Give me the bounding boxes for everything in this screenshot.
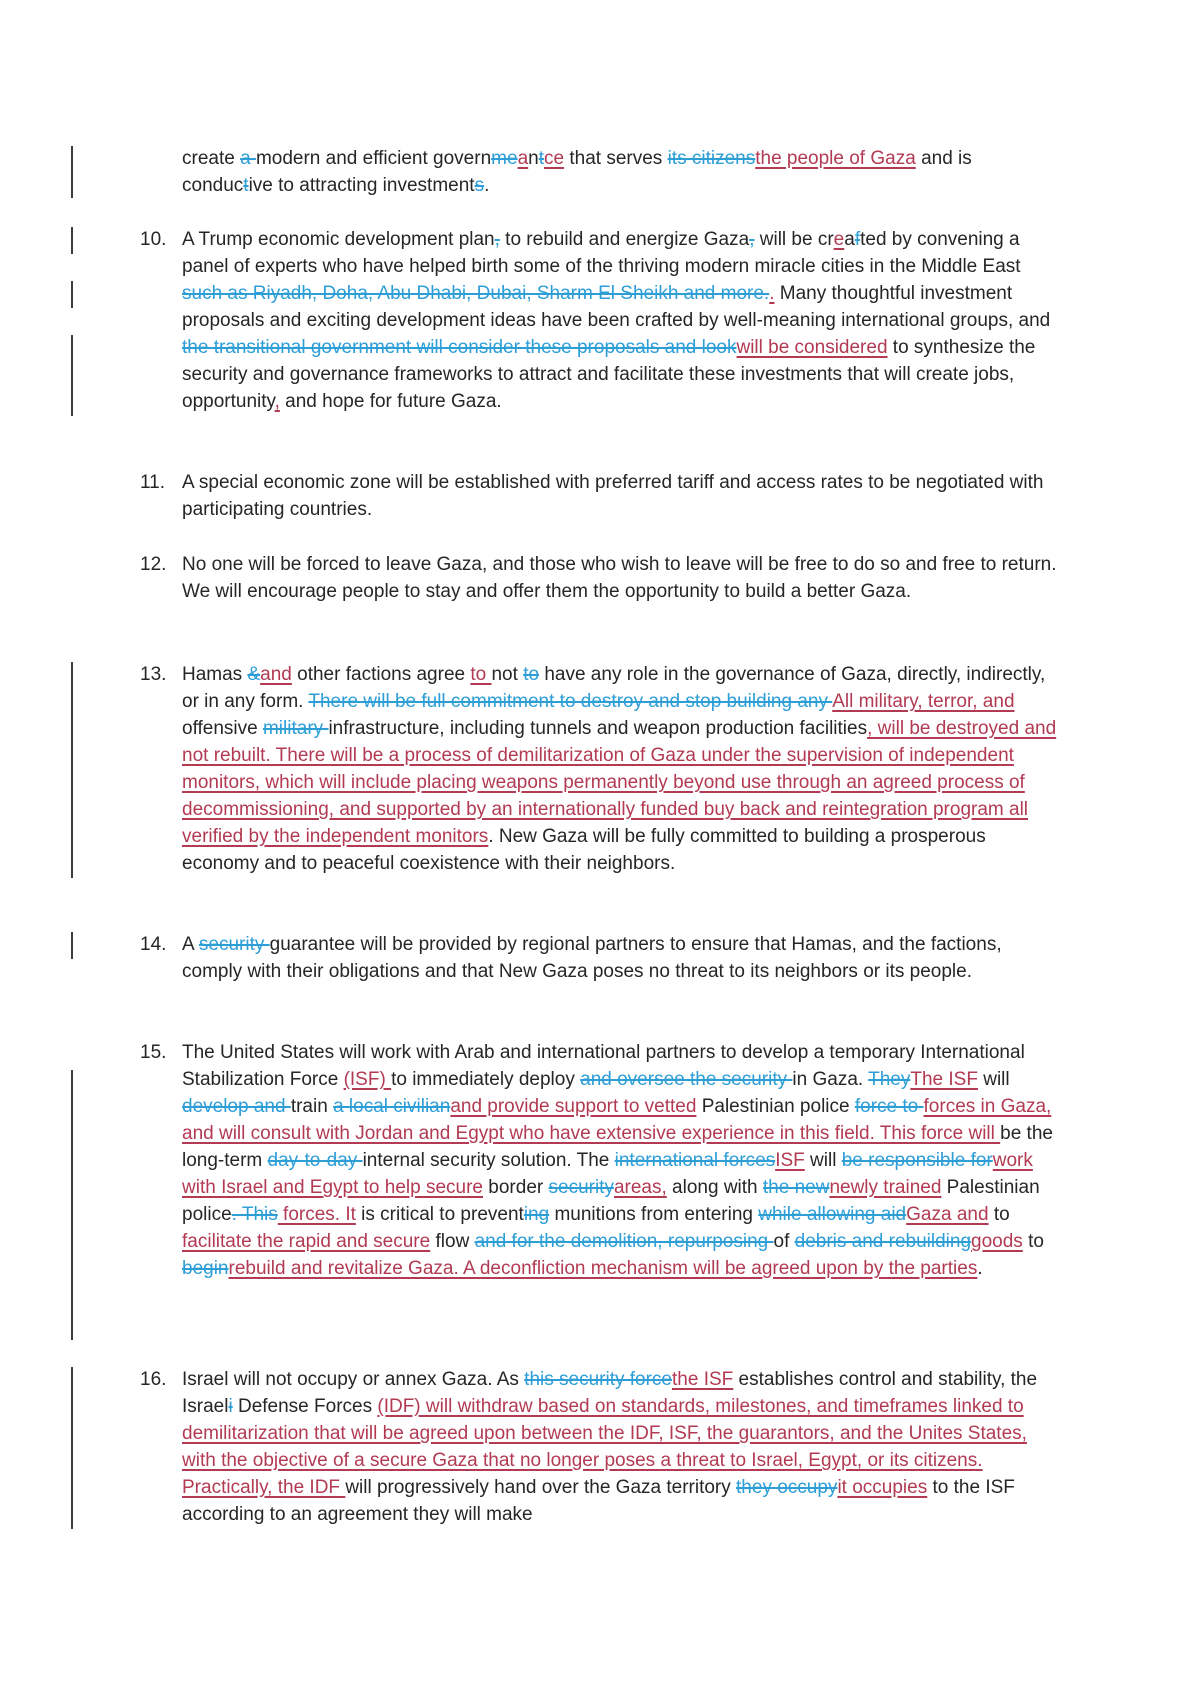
deleted-text: military bbox=[262, 718, 329, 739]
deleted-text: f bbox=[854, 229, 861, 250]
text-run: not bbox=[491, 664, 524, 685]
deleted-text: to bbox=[523, 664, 540, 685]
list-number-16: 16. bbox=[140, 1369, 167, 1390]
inserted-text: goods bbox=[971, 1231, 1023, 1252]
inserted-text: rebuild and revitalize Gaza. A deconfliction mechanism will be agreed upon by the parties bbox=[228, 1258, 978, 1279]
change-bar bbox=[71, 662, 73, 878]
text-run: that serves bbox=[564, 148, 668, 169]
inserted-text: newly trained bbox=[829, 1177, 942, 1198]
inserted-text: forces in Gaza, and will consult with Jordan and Egypt who have extensive experience in this field. This force will bbox=[182, 1096, 1052, 1144]
text-run: to bbox=[988, 1204, 1010, 1225]
inserted-text: (ISF) bbox=[343, 1069, 392, 1090]
inserted-text: it occupies bbox=[837, 1477, 928, 1498]
inserted-text: Gaza and bbox=[906, 1204, 989, 1225]
deleted-text: international forces bbox=[614, 1150, 776, 1171]
change-bar bbox=[71, 932, 73, 959]
deleted-text: , bbox=[494, 229, 500, 250]
text-run: will bbox=[804, 1150, 842, 1171]
text-run: internal security solution. The bbox=[362, 1150, 615, 1171]
list-number-14: 14. bbox=[140, 934, 167, 955]
deleted-text: security bbox=[198, 934, 270, 955]
text-run: other factions agree bbox=[291, 664, 471, 685]
deleted-text: They bbox=[868, 1069, 911, 1090]
deleted-text: There will be full commitment to destroy and stop building any bbox=[308, 691, 833, 712]
text-run: ted by convening a panel of experts who have helped birth some of the thriving modern miracle cities in the Middle East bbox=[182, 229, 1021, 277]
text-run: Many thoughtful investment proposals and exciting development ideas have been crafted by well-meaning international groups, and bbox=[182, 283, 1051, 331]
inserted-text: will be considered bbox=[736, 337, 888, 358]
text-run: and hope for future Gaza. bbox=[279, 391, 502, 412]
inserted-text: work with Israel and Egypt to help secure bbox=[182, 1150, 1033, 1198]
text-run: No one will be forced to leave Gaza, and those who wish to leave will be free to do so and free to return. We will encourage people to stay and offer them the opportunity to build a better Gaza. bbox=[182, 554, 1057, 602]
change-bar bbox=[71, 1070, 73, 1340]
deleted-text: the transitional government will consider these proposals and look bbox=[182, 337, 737, 358]
text-run: The United States will work with Arab and international partners to develop a temporary International Stabilization Force bbox=[182, 1042, 1025, 1090]
inserted-text: the ISF bbox=[672, 1369, 734, 1390]
text-run: to bbox=[1022, 1231, 1044, 1252]
change-bar bbox=[71, 1367, 73, 1529]
list-item-12 bbox=[140, 551, 1062, 605]
text-run: have any role in the governance of Gaza, directly, indirectly, or in any form. bbox=[182, 664, 1046, 712]
list-item-10 bbox=[140, 226, 1062, 415]
deleted-text: t bbox=[538, 148, 544, 169]
list-number-11: 11. bbox=[140, 472, 166, 493]
text-run: establishes control and stability, the Israel bbox=[182, 1369, 1038, 1417]
change-bar bbox=[71, 335, 73, 416]
inserted-text: e bbox=[833, 229, 845, 250]
text-run: Israel will not occupy or annex Gaza. As bbox=[182, 1369, 525, 1390]
text-run: to the ISF according to an agreement they will make bbox=[182, 1477, 1015, 1525]
text-run: border bbox=[483, 1177, 549, 1198]
change-bar bbox=[71, 281, 73, 308]
deleted-text: s bbox=[474, 175, 485, 196]
list-number-12: 12. bbox=[140, 554, 167, 575]
text-run: to synthesize the security and governance frameworks to attract and facilitate these investments that will create jobs, opportunity bbox=[182, 337, 1036, 412]
deleted-text: the new bbox=[762, 1177, 830, 1198]
deleted-text: me bbox=[491, 148, 518, 169]
text-run: A special economic zone will be established with preferred tariff and access rates to be negotiated with participating countries. bbox=[182, 472, 1044, 520]
deleted-text: security bbox=[548, 1177, 614, 1198]
list-item-11 bbox=[140, 469, 1062, 523]
inserted-text: . bbox=[769, 283, 775, 304]
text-run: of bbox=[773, 1231, 795, 1252]
text-run: train bbox=[290, 1096, 334, 1117]
text-run: modern and efficient govern bbox=[255, 148, 492, 169]
text-run: munitions from entering bbox=[549, 1204, 759, 1225]
deleted-text: , bbox=[749, 229, 755, 250]
inserted-text: ISF bbox=[775, 1150, 805, 1171]
deleted-text: i bbox=[228, 1396, 233, 1417]
deleted-text: t bbox=[243, 175, 249, 196]
text-run: Palestinian police bbox=[182, 1177, 1040, 1225]
deleted-text: ing bbox=[523, 1204, 550, 1225]
list-number-15: 15. bbox=[140, 1042, 167, 1063]
inserted-text: and bbox=[260, 664, 292, 685]
deleted-text: day-to-day bbox=[267, 1150, 363, 1171]
text-run: create bbox=[182, 148, 241, 169]
deleted-text: debris and rebuilding bbox=[794, 1231, 972, 1252]
text-run: is critical to prevent bbox=[355, 1204, 524, 1225]
text-run: A Trump economic development plan bbox=[182, 229, 495, 250]
deleted-text: begin bbox=[182, 1258, 229, 1279]
text-run: infrastructure, including tunnels and weapon production facilities bbox=[328, 718, 868, 739]
text-run: Defense Forces bbox=[232, 1396, 378, 1417]
list-item-13 bbox=[140, 661, 1062, 877]
inserted-text: All military, terror, and bbox=[832, 691, 1015, 712]
inserted-text: to bbox=[470, 664, 492, 685]
deleted-text: a bbox=[240, 148, 256, 169]
list-item-16 bbox=[140, 1366, 1062, 1528]
inserted-text: areas, bbox=[613, 1177, 667, 1198]
deleted-text: and oversee the security bbox=[580, 1069, 793, 1090]
list-number-13: 13. bbox=[140, 664, 167, 685]
inserted-text: and provide support to vetted bbox=[450, 1096, 697, 1117]
deleted-text: a local civilian bbox=[333, 1096, 451, 1117]
text-run: n bbox=[528, 148, 539, 169]
text-run: a bbox=[844, 229, 855, 250]
text-run: Palestinian police bbox=[696, 1096, 855, 1117]
deleted-text: develop and bbox=[182, 1096, 291, 1117]
text-run: . bbox=[977, 1258, 983, 1279]
text-run: and is conduc bbox=[182, 148, 972, 196]
deleted-text: its citizens bbox=[667, 148, 756, 169]
text-run: guarantee will be provided by regional partners to ensure that Hamas, and the factions, comply with their obligations and that New Gaza poses no threat to its neighbors or its people. bbox=[182, 934, 1002, 982]
text-run: A bbox=[182, 934, 199, 955]
text-run: to rebuild and energize Gaza bbox=[499, 229, 750, 250]
text-run: will bbox=[977, 1069, 1010, 1090]
list-item-14 bbox=[140, 931, 1062, 985]
list-item-15 bbox=[140, 1039, 1062, 1282]
change-bar bbox=[71, 146, 73, 198]
inserted-text: , bbox=[274, 391, 280, 412]
text-run: along with bbox=[666, 1177, 763, 1198]
inserted-text: The ISF bbox=[910, 1069, 978, 1090]
text-run: Hamas bbox=[182, 664, 248, 685]
deleted-text: and for the demolition, repurposing bbox=[474, 1231, 774, 1252]
deleted-text: be responsible for bbox=[841, 1150, 993, 1171]
change-bar bbox=[71, 227, 73, 254]
list-number-10: 10. bbox=[140, 229, 167, 250]
inserted-text: a bbox=[517, 148, 529, 169]
text-run: offensive bbox=[182, 718, 263, 739]
inserted-text: ce bbox=[544, 148, 565, 169]
paragraph-9-continuation bbox=[182, 145, 1062, 199]
deleted-text: they occupy bbox=[736, 1477, 838, 1498]
deleted-text: . This bbox=[231, 1204, 278, 1225]
inserted-text: forces. It bbox=[277, 1204, 356, 1225]
deleted-text: such as Riyadh, Doha, Abu Dhabi, Dubai, Sharm El Sheikh and more. bbox=[182, 283, 770, 304]
inserted-text: the people of Gaza bbox=[755, 148, 916, 169]
text-run: will be cr bbox=[754, 229, 834, 250]
deleted-text: while allowing aid bbox=[758, 1204, 907, 1225]
text-run: will progressively hand over the Gaza territory bbox=[345, 1477, 737, 1498]
inserted-text: , will be destroyed and not rebuilt. There will be a process of demilitarization of Gaza under the supervision of independent monitors, which will include placing weapons permanently beyond use through an agreed process of decommissioning, and supported by an internationally funded buy back and reintegration program all verified by the independent monitors bbox=[182, 718, 1057, 847]
inserted-text: facilitate the rapid and secure bbox=[182, 1231, 431, 1252]
deleted-text: & bbox=[247, 664, 261, 685]
deleted-text: force to bbox=[854, 1096, 924, 1117]
text-run: . bbox=[484, 175, 490, 196]
text-run: in Gaza. bbox=[792, 1069, 869, 1090]
text-run: to immediately deploy bbox=[391, 1069, 581, 1090]
text-run: flow bbox=[430, 1231, 475, 1252]
text-run: . New Gaza will be fully committed to building a prosperous economy and to peaceful coexistence with their neighbors. bbox=[182, 826, 986, 874]
inserted-text: (IDF) will withdraw based on standards, milestones, and timeframes linked to demilitarization that will be agreed upon between the IDF, ISF, the guarantors, and the Unites States, with the objective of a secure Gaza that no longer poses a threat to Israel, Egypt, or its citizens. Practically, the IDF bbox=[182, 1396, 1027, 1498]
deleted-text: this security force bbox=[524, 1369, 672, 1390]
text-run: ive to attracting investment bbox=[248, 175, 475, 196]
text-run: be the long-term bbox=[182, 1123, 1053, 1171]
